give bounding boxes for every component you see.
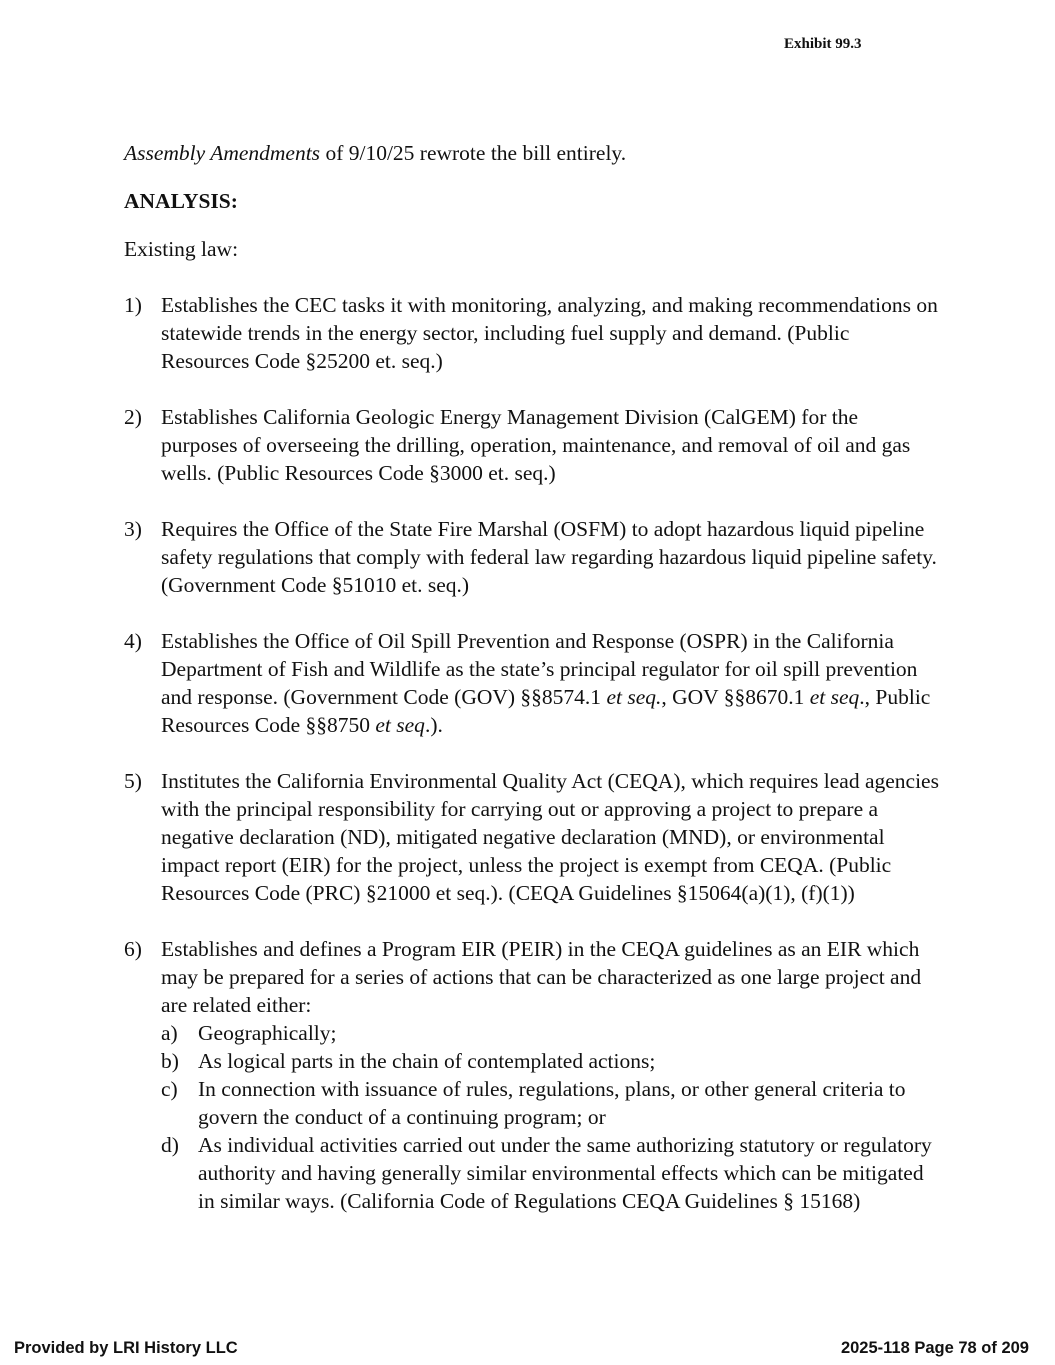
sub-item-number: d) xyxy=(161,1133,179,1157)
sub-item-text: Geographically; xyxy=(198,1021,337,1045)
sub-list-item xyxy=(161,1131,939,1215)
item-text: Establishes California Geologic Energy Management Division (CalGEM) for the purposes of overseeing the drilling, operation, maintenance, and removal of oil and gas wells. (Public Resources Code §3000 et. seq.) xyxy=(161,405,911,485)
existing-law-label: Existing law: xyxy=(124,237,239,261)
item-text-part: ., Public Resources Code §§8750 xyxy=(161,685,931,737)
item-text: Establishes the CEC tasks it with monitoring, analyzing, and making recommendations on statewide trends in the energy sector, including fuel supply and demand. (Public Resources Code §25200 et. seq.) xyxy=(161,293,938,373)
sub-item-number: c) xyxy=(161,1077,178,1101)
item-text-part: Establishes the Office of Oil Spill Prevention and Response (OSPR) in the California Department of Fish and Wildlife as the state’s principal regulator for oil spill prevention and response. (Government Code (GOV) §§8574.1 xyxy=(161,629,918,709)
item-number: 5) xyxy=(124,769,142,793)
item-number: 4) xyxy=(124,629,142,653)
sub-list-item xyxy=(161,1075,939,1131)
item-text-italic: et seq xyxy=(375,713,425,737)
list-item xyxy=(124,291,939,375)
intro-text: of 9/10/25 rewrote the bill entirely. xyxy=(320,141,627,165)
footer-page-number: 2025-118 Page 78 of 209 xyxy=(840,1339,1029,1357)
list-item xyxy=(124,935,939,1215)
item-text-part: , GOV §§8670.1 xyxy=(661,685,810,709)
sub-list-item xyxy=(161,1019,939,1047)
intro-paragraph xyxy=(124,139,939,167)
list-item xyxy=(124,767,939,907)
sub-list-item xyxy=(161,1047,939,1075)
sub-item-number: a) xyxy=(161,1021,178,1045)
item-number: 6) xyxy=(124,937,142,961)
item-text xyxy=(161,627,939,739)
item-text: Establishes and defines a Program EIR (PEIR) in the CEQA guidelines as an EIR which may be prepared for a series of actions that can be characterized as one large project and are related either: xyxy=(161,937,922,1017)
item-text: Requires the Office of the State Fire Marshal (OSFM) to adopt hazardous liquid pipeline safety regulations that comply with federal law regarding hazardous liquid pipeline safety. (Government Code §51010 et. seq.) xyxy=(161,517,937,597)
item-number: 3) xyxy=(124,517,142,541)
exhibit-label: Exhibit 99.3 xyxy=(784,36,862,52)
analysis-heading: ANALYSIS: xyxy=(124,189,238,213)
sub-item-number: b) xyxy=(161,1049,179,1073)
list-item xyxy=(124,403,939,487)
item-body xyxy=(161,935,939,1215)
item-text: Institutes the California Environmental Quality Act (CEQA), which requires lead agencies with the principal responsibility for carrying out or approving a project to prepare a negative declaration (ND), mitigated negative declaration (MND), or environmental impact report (EIR) for the project, unless the project is exempt from CEQA. (Public Resources Code (PRC) §21000 et seq.). (CEQA Guidelines §15064(a)(1), (f)(1)) xyxy=(161,769,939,905)
document-body xyxy=(124,139,939,1243)
item-number: 1) xyxy=(124,293,142,317)
footer-provider: Provided by LRI History LLC xyxy=(14,1339,238,1357)
sub-item-text: As individual activities carried out under the same authorizing statutory or regulatory authority and having generally similar environmental effects which can be mitigated in similar ways. (California Code of Regulations CEQA Guidelines § 15168) xyxy=(198,1133,932,1213)
list-item xyxy=(124,627,939,739)
item-text-italic: et seq xyxy=(809,685,860,709)
item-text-part: .). xyxy=(424,713,443,737)
sub-item-text: In connection with issuance of rules, regulations, plans, or other general criteria to govern the conduct of a continuing program; or xyxy=(198,1077,906,1129)
item-text-italic: et seq. xyxy=(606,685,662,709)
list-item xyxy=(124,515,939,599)
item-number: 2) xyxy=(124,405,142,429)
sub-item-text: As logical parts in the chain of contemplated actions; xyxy=(198,1049,656,1073)
page-footer xyxy=(0,1339,1055,1361)
intro-italic: Assembly Amendments xyxy=(124,141,321,165)
